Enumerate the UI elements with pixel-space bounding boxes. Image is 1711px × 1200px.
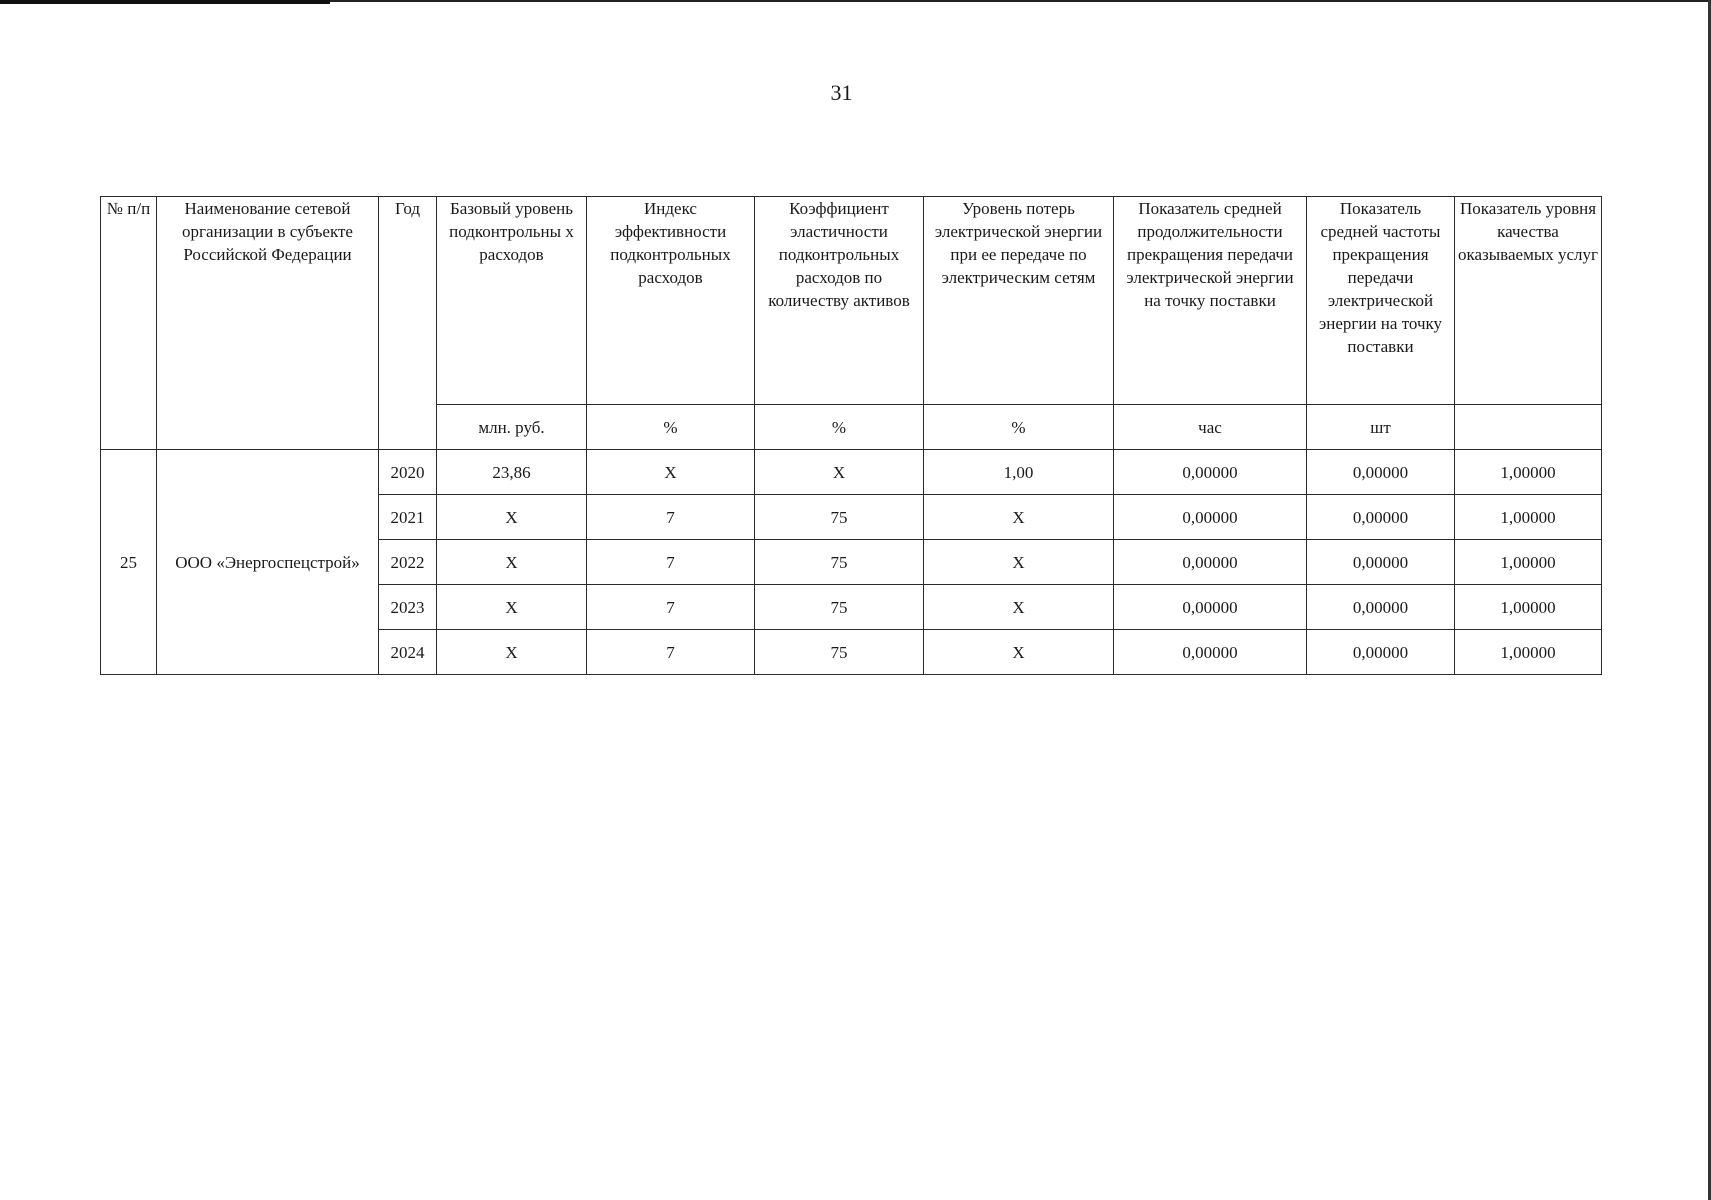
unit-frequency: шт [1307, 405, 1455, 450]
unit-losses: % [924, 405, 1114, 450]
header-num: № п/п [101, 197, 157, 450]
cell-base-level: X [437, 585, 587, 630]
header-losses: Уровень потерь электрической энергии при ее передаче по электрическим сетям [924, 197, 1114, 405]
cell-quality: 1,00000 [1455, 450, 1602, 495]
header-org-name: Наименование сетевой организации в субъекте Российской Федерации [157, 197, 379, 450]
cell-frequency: 0,00000 [1307, 450, 1455, 495]
unit-quality [1455, 405, 1602, 450]
page-number: 31 [830, 80, 853, 105]
cell-base-level: X [437, 630, 587, 675]
cell-year: 2023 [379, 585, 437, 630]
cell-year: 2021 [379, 495, 437, 540]
cell-base-level: 23,86 [437, 450, 587, 495]
cell-losses: X [924, 585, 1114, 630]
cell-efficiency-index: X [587, 450, 755, 495]
cell-efficiency-index: 7 [587, 630, 755, 675]
cell-efficiency-index: 7 [587, 495, 755, 540]
header-efficiency-index: Индекс эффективности подконтрольных расходов [587, 197, 755, 405]
cell-duration: 0,00000 [1114, 450, 1307, 495]
cell-quality: 1,00000 [1455, 630, 1602, 675]
header-duration: Показатель средней продолжительности прекращения передачи электрической энергии на точку поставки [1114, 197, 1307, 405]
cell-year: 2024 [379, 630, 437, 675]
cell-frequency: 0,00000 [1307, 495, 1455, 540]
cell-losses: X [924, 495, 1114, 540]
cell-quality: 1,00000 [1455, 495, 1602, 540]
cell-year: 2022 [379, 540, 437, 585]
header-row [101, 197, 1602, 405]
cell-base-level: X [437, 540, 587, 585]
cell-duration: 0,00000 [1114, 540, 1307, 585]
unit-elasticity: % [755, 405, 924, 450]
header-elasticity: Коэффициент эластичности подконтрольных расходов по количеству активов [755, 197, 924, 405]
cell-elasticity: X [755, 450, 924, 495]
cell-quality: 1,00000 [1455, 585, 1602, 630]
cell-quality: 1,00000 [1455, 540, 1602, 585]
entry-num: 25 [101, 450, 157, 675]
cell-duration: 0,00000 [1114, 585, 1307, 630]
header-base-level: Базовый уровень подконтрольны х расходов [437, 197, 587, 405]
indicators-table [100, 196, 1602, 675]
unit-efficiency-index: % [587, 405, 755, 450]
entry-org-name: ООО «Энергоспецстрой» [157, 450, 379, 675]
table-row [101, 450, 1602, 495]
scan-border-top-shadow [0, 0, 330, 4]
cell-elasticity: 75 [755, 630, 924, 675]
cell-frequency: 0,00000 [1307, 540, 1455, 585]
cell-duration: 0,00000 [1114, 495, 1307, 540]
cell-frequency: 0,00000 [1307, 630, 1455, 675]
unit-base-level: млн. руб. [437, 405, 587, 450]
cell-efficiency-index: 7 [587, 540, 755, 585]
cell-losses: X [924, 540, 1114, 585]
cell-elasticity: 75 [755, 495, 924, 540]
cell-base-level: X [437, 495, 587, 540]
cell-elasticity: 75 [755, 585, 924, 630]
cell-losses: 1,00 [924, 450, 1114, 495]
cell-frequency: 0,00000 [1307, 585, 1455, 630]
cell-losses: X [924, 630, 1114, 675]
cell-duration: 0,00000 [1114, 630, 1307, 675]
header-frequency: Показатель средней частоты прекращения передачи электрической энергии на точку поставки [1307, 197, 1455, 405]
unit-duration: час [1114, 405, 1307, 450]
cell-year: 2020 [379, 450, 437, 495]
cell-elasticity: 75 [755, 540, 924, 585]
header-year: Год [379, 197, 437, 450]
header-quality: Показатель уровня качества оказываемых услуг [1455, 197, 1602, 405]
cell-efficiency-index: 7 [587, 585, 755, 630]
